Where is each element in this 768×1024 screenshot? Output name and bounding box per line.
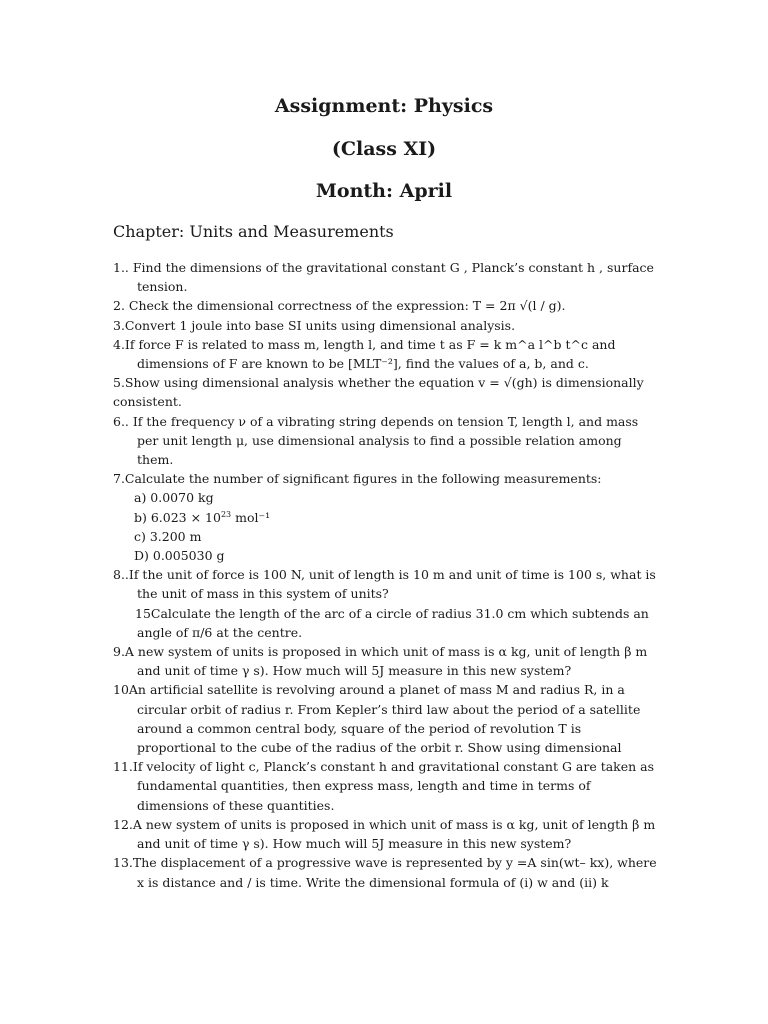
option-b-base: b) 6.023 × 10 xyxy=(134,509,221,525)
question-8: 8..If the unit of force is 100 N, unit of length is 10 m and unit of time is 100 s, what is the unit of mass in this system of units? xyxy=(113,567,656,602)
question-list xyxy=(113,258,658,892)
question-7-option-d: D) 0.005030 g xyxy=(134,548,225,564)
question-15: 15Calculate the length of the arc of a circle of radius 31.0 cm which subtends an angle of π/6 at the centre. xyxy=(135,605,649,640)
question-4: 4.If force F is related to mass m, length l, and time t as F = k m^a l^b t^c and dimensions of F are known to be [MLT⁻²], find the values of a, b, and c. xyxy=(113,336,616,372)
question-13: 13.The displacement of a progressive wave is represented by y =A sin(wt– kx), where x is distance and / is time. Write the dimensional formula of (i) w and (ii) k xyxy=(113,855,657,890)
question-1: 1.. Find the dimensions of the gravitational constant G , Planck’s constant h , surface tension. xyxy=(113,260,654,295)
page-title: Assignment: Physics xyxy=(274,95,494,117)
question-6: 6.. If the frequency ν of a vibrating string depends on tension T, length l, and mass per unit length μ, use dimensional analysis to find a possible relation among them. xyxy=(113,413,639,468)
option-b-unit: mol⁻¹ xyxy=(231,509,271,525)
question-11: 11.If velocity of light c, Planck’s constant h and gravitational constant G are taken as fundamental quantities, then express mass, length and time in terms of dimensions of these quantities. xyxy=(113,759,655,813)
question-7-option-c: c) 3.200 m xyxy=(134,528,202,544)
question-7: 7.Calculate the number of significant figures in the following measurements: xyxy=(113,471,602,487)
question-12: 12.A new system of units is proposed in which unit of mass is α kg, unit of length β m and unit of time γ s). How much will 5J measure in this new system? xyxy=(113,816,656,852)
month-label: Month: April xyxy=(315,180,453,202)
option-b-exponent: 23 xyxy=(220,509,232,519)
class-label: (Class XI) xyxy=(331,138,437,160)
question-9: 9.A new system of units is proposed in which unit of mass is α kg, unit of length β m and unit of time γ s). How much will 5J measure in this new system? xyxy=(113,644,648,679)
question-7-option-b xyxy=(113,508,658,527)
question-10: 10An artificial satellite is revolving around a planet of mass M and radius R, in a circular orbit of radius r. From Kepler’s third law about the period of a satellite around a common central body, square of the period of revolution T is proportional to the cube of the radius of the orbit r. Show using dimensional xyxy=(113,682,641,756)
chapter-heading: Chapter: Units and Measurements xyxy=(113,222,394,241)
question-3: 3.Convert 1 joule into base SI units using dimensional analysis. xyxy=(113,317,516,333)
question-7-option-a: a) 0.0070 kg xyxy=(134,490,214,506)
question-2: 2. Check the dimensional correctness of the expression: T = 2π √(l / g). xyxy=(113,298,566,314)
question-5: 5.Show using dimensional analysis whether the equation v = √(gh) is dimensionally consistent. xyxy=(113,375,644,410)
